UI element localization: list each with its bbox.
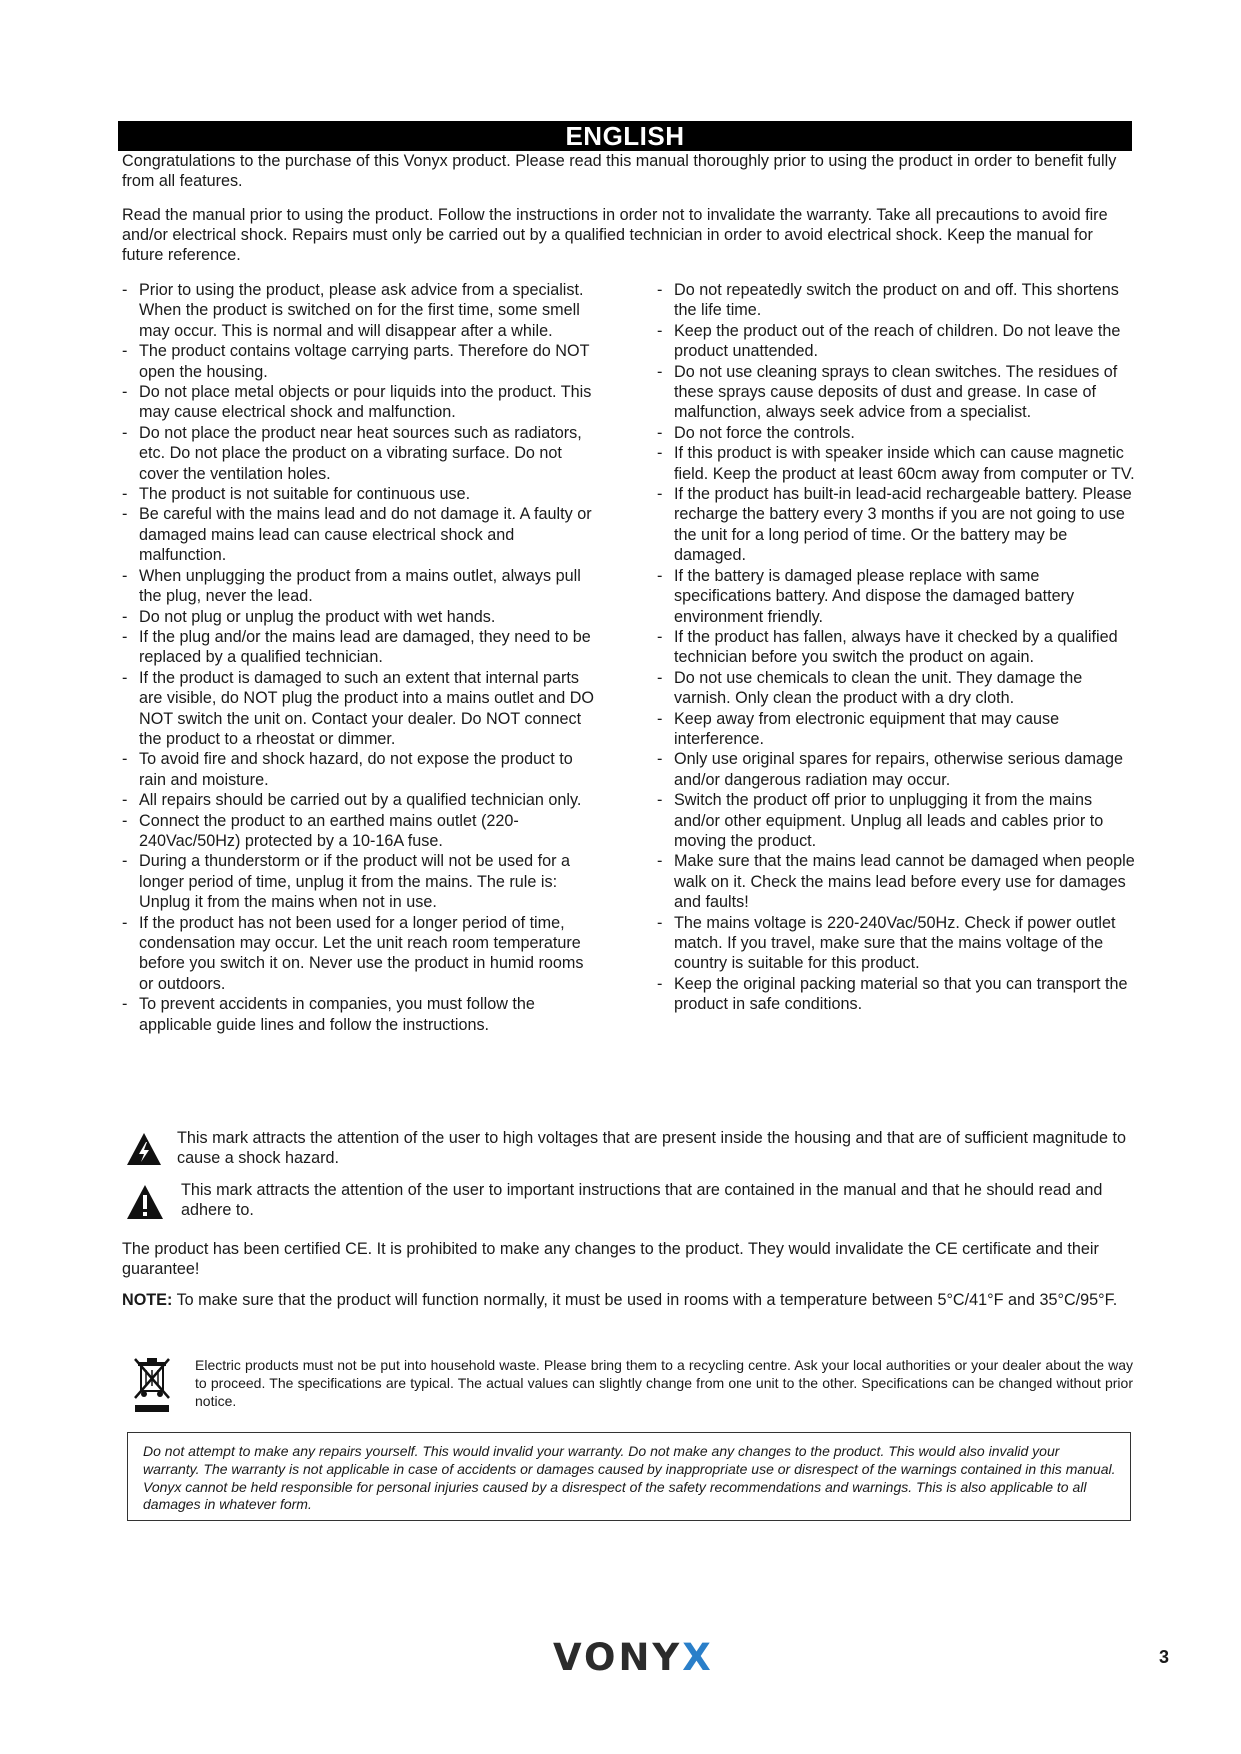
bullet-dash: - [122, 342, 128, 361]
safety-item-text: If this product is with speaker inside which can cause magnetic field. Keep the product at least 60cm away from computer or TV. [674, 444, 1135, 483]
note-label: NOTE: [122, 1291, 173, 1309]
bullet-dash: - [122, 750, 128, 769]
safety-item-text: Do not place the product near heat sources such as radiators, etc. Do not place the product on a vibrating surface. Do not cover the ventilation holes. [139, 423, 582, 483]
bullet-dash: - [657, 321, 663, 340]
safety-item [657, 668, 1135, 709]
safety-item-text: If the product is damaged to such an extent that internal parts are visible, do NOT plug the product into a mains outlet and DO NOT switch the unit on. Contact your dealer. Do NOT connect the product to a rheostat or dimmer. [139, 668, 594, 748]
safety-item [657, 362, 1135, 423]
bullet-dash: - [657, 281, 663, 299]
safety-item [122, 504, 598, 565]
safety-item [657, 709, 1135, 750]
safety-item [122, 851, 598, 912]
safety-item-text: Keep the product out of the reach of children. Do not leave the product unattended. [674, 321, 1121, 361]
safety-item-text: If the product has not been used for a longer period of time, condensation may occur. Let the unit reach room temperature before you switch it on. Never use the product in humid rooms or outdoors. [139, 913, 584, 993]
instructions-warning [122, 1180, 1134, 1224]
section-title: ENGLISH [118, 121, 1132, 151]
bullet-dash: - [122, 668, 128, 687]
safety-item [122, 790, 598, 810]
bullet-dash: - [657, 750, 663, 769]
bullet-dash: - [657, 485, 663, 504]
safety-item [657, 280, 1135, 321]
safety-item-text: The mains voltage is 220-240Vac/50Hz. Check if power outlet match. If you travel, make sure that the mains voltage of the country is suitable for this product. [674, 913, 1116, 973]
safety-item-text: If the product has fallen, always have it checked by a qualified technician before you switch the product on again. [674, 627, 1118, 667]
safety-item [657, 423, 1135, 443]
safety-item [657, 851, 1135, 912]
ce-paragraph: The product has been certified CE. It is prohibited to make any changes to the product. They would invalidate the CE certificate and their guarantee! [122, 1240, 1099, 1278]
safety-item [122, 913, 598, 995]
bullet-dash: - [122, 505, 128, 524]
safety-item-text: Only use original spares for repairs, otherwise serious damage and/or dangerous radiation may occur. [674, 750, 1123, 789]
note-paragraph [122, 1291, 1134, 1311]
safety-item-text: Switch the product off prior to unplugging it from the mains and/or other equipment. Unplug all leads and cables prior to moving the product. [674, 791, 1104, 850]
safety-item-text: Do not repeatedly switch the product on and off. This shortens the life time. [674, 281, 1119, 320]
safety-item [122, 484, 598, 504]
note-text: To make sure that the product will function normally, it must be used in rooms with a temperature between 5°C/41°F and 35°C/95°F. [172, 1291, 1118, 1309]
exclamation-warning-icon [126, 1184, 164, 1225]
safety-item [122, 749, 598, 790]
bullet-dash: - [122, 485, 128, 504]
bullet-dash: - [122, 281, 128, 299]
safety-item-text: During a thunderstorm or if the product will not be used for a longer period of time, unplug it from the mains. The rule is: Unplug it from the mains when not in use. [139, 852, 570, 912]
bullet-dash: - [122, 995, 128, 1014]
safety-item-text: To avoid fire and shock hazard, do not expose the product to rain and moisture. [139, 750, 573, 789]
safety-item [657, 566, 1135, 627]
weee-text: Electric products must not be put into household waste. Please bring them to a recycling centre. Ask your local authorities or your dealer about the way to proceed. The specifications are typical. The actual values can slightly change from one unit to the other. Specifications can be changed without prior notice. [195, 1357, 1133, 1409]
bullet-dash: - [122, 423, 128, 442]
safety-item-text: Connect the product to an earthed mains outlet (220-240Vac/50Hz) protected by a 10-16A fuse. [139, 811, 519, 850]
safety-item [657, 443, 1135, 484]
safety-item-text: Do not use cleaning sprays to clean switches. The residues of these sprays cause deposits of dust and grease. In case of malfunction, always seek advice from a specialist. [674, 362, 1118, 422]
safety-item-text: The product is not suitable for continuous use. [139, 485, 471, 504]
safety-item [122, 607, 598, 627]
weee-notice [122, 1356, 1134, 1416]
page-number: 3 [1159, 1647, 1170, 1667]
safety-item-text: When unplugging the product from a mains outlet, always pull the plug, never the lead. [139, 566, 581, 606]
safety-item-text: Do not force the controls. [674, 423, 855, 442]
safety-item-text: Do not place metal objects or pour liquids into the product. This may cause electrical shock and malfunction. [139, 383, 592, 422]
bullet-dash: - [657, 444, 663, 463]
intro-paragraph: Congratulations to the purchase of this Vonyx product. Please read this manual thoroughly prior to using the product in order to benefit fully from all features. [122, 152, 1117, 190]
warranty-disclaimer: Do not attempt to make any repairs yourself. This would invalid your warranty. Do not make any changes to the product. This would also invalid your warranty. The warranty is not applicable in case of accidents or damages caused by inappropriate use or disrespect of the warnings contained in this manual. Vonyx cannot be held responsible for personal injuries caused by a disrespect of the safety recommendations and warnings. This is also applicable to all damages in whatever form. [127, 1432, 1131, 1521]
safety-item-text: Keep away from electronic equipment that may cause interference. [674, 709, 1060, 748]
bullet-dash: - [122, 852, 128, 871]
safety-item-text: Be careful with the mains lead and do not damage it. A faulty or damaged mains lead can cause electrical shock and malfunction. [139, 505, 592, 565]
safety-item [122, 566, 598, 607]
bullet-dash: - [122, 607, 128, 626]
safety-list-left [122, 280, 598, 1035]
bullet-dash: - [657, 913, 663, 932]
safety-item [122, 341, 598, 382]
safety-item [122, 811, 598, 852]
bullet-dash: - [657, 709, 663, 728]
high-voltage-warning-icon [126, 1132, 162, 1171]
bullet-dash: - [122, 913, 128, 932]
bullet-dash: - [657, 423, 663, 442]
precautions-paragraph: Read the manual prior to using the product. Follow the instructions in order not to invalidate the warranty. Take all precautions to avoid fire and/or electrical shock. Repairs must only be carried out by a qualified technician in order to avoid electrical shock. Keep the manual for future reference. [122, 206, 1108, 264]
safety-item-text: To prevent accidents in companies, you must follow the applicable guide lines and follow the instructions. [139, 995, 535, 1034]
bullet-dash: - [657, 852, 663, 871]
safety-item [657, 790, 1135, 851]
safety-item-text: All repairs should be carried out by a qualified technician only. [139, 791, 582, 810]
bullet-dash: - [657, 668, 663, 687]
safety-item [657, 627, 1135, 668]
safety-item-text: The product contains voltage carrying parts. Therefore do NOT open the housing. [139, 342, 590, 381]
safety-item-text: Make sure that the mains lead cannot be damaged when people walk on it. Check the mains lead before every use for damages and faults! [674, 852, 1135, 912]
safety-item [657, 321, 1135, 362]
bullet-dash: - [122, 383, 128, 402]
safety-item [657, 913, 1135, 974]
logo-accent: X [682, 1636, 714, 1679]
safety-item [122, 280, 598, 341]
safety-item-text: If the product has built-in lead-acid rechargeable battery. Please recharge the battery every 3 months if you are not going to use the unit for a long period of time. Or the battery may be damaged. [674, 485, 1132, 565]
safety-item [657, 484, 1135, 566]
safety-item [122, 423, 598, 484]
bullet-dash: - [657, 362, 663, 381]
bullet-dash: - [657, 627, 663, 646]
safety-item [657, 974, 1135, 1015]
crossed-bin-icon [132, 1356, 172, 1419]
safety-list-right [657, 280, 1135, 1015]
bullet-dash: - [657, 566, 663, 585]
bullet-dash: - [122, 791, 128, 810]
bullet-dash: - [657, 974, 663, 993]
safety-item [122, 627, 598, 668]
logo-main: VONY [553, 1636, 683, 1679]
safety-item-text: Do not use chemicals to clean the unit. They damage the varnish. Only clean the product with a dry cloth. [674, 668, 1083, 708]
bullet-dash: - [657, 791, 663, 810]
high-voltage-warning-text: This mark attracts the attention of the user to high voltages that are present inside the housing and that are of sufficient magnitude to cause a shock hazard. [177, 1129, 1127, 1168]
vonyx-logo [553, 1638, 714, 1678]
bullet-dash: - [122, 627, 128, 646]
safety-item [122, 994, 598, 1035]
safety-item-text: If the plug and/or the mains lead are damaged, they need to be replaced by a qualified technician. [139, 627, 591, 667]
instructions-warning-text: This mark attracts the attention of the user to important instructions that are contained in the manual and that he should read and adhere to. [181, 1181, 1103, 1220]
bullet-dash: - [122, 566, 128, 585]
safety-item [657, 749, 1135, 790]
safety-item-text: If the battery is damaged please replace with same specifications battery. And dispose the damaged battery environment friendly. [674, 566, 1075, 626]
safety-item-text: Prior to using the product, please ask advice from a specialist. When the product is switched on for the first time, some smell may occur. This is normal and will disappear after a while. [139, 281, 584, 340]
safety-item [122, 668, 598, 750]
safety-item-text: Keep the original packing material so that you can transport the product in safe conditions. [674, 974, 1128, 1014]
high-voltage-warning [122, 1128, 1134, 1172]
safety-item [122, 382, 598, 423]
bullet-dash: - [122, 811, 128, 830]
safety-item-text: Do not plug or unplug the product with wet hands. [139, 607, 496, 626]
